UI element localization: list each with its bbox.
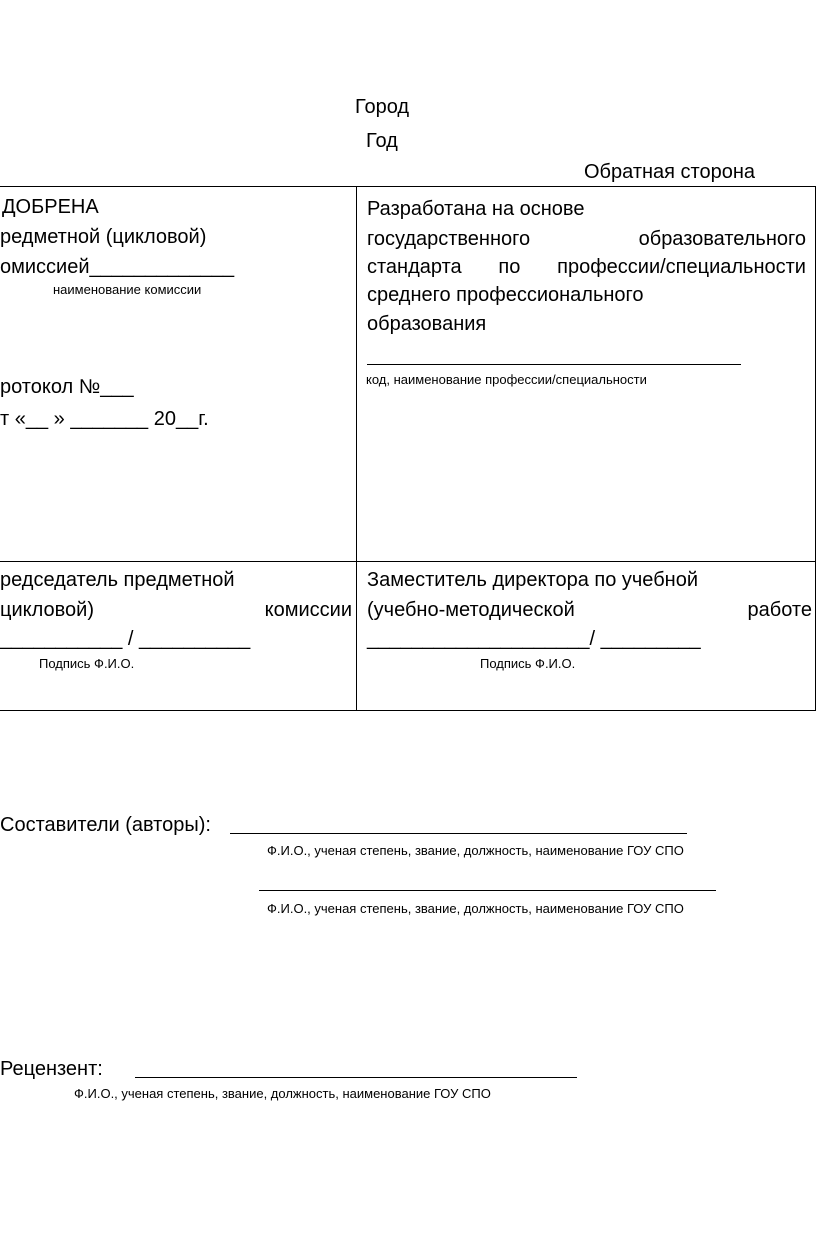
chair-title: редседатель предметной bbox=[0, 569, 235, 591]
deputy-word: работе bbox=[747, 599, 812, 621]
chair-line-2 bbox=[0, 597, 352, 623]
chair-signature-line: ___________ / __________ bbox=[0, 628, 251, 650]
basis-line-5: образования bbox=[367, 313, 487, 335]
basis-word: по bbox=[498, 256, 521, 278]
authors-caption-2: Ф.И.О., ученая степень, звание, должность, наименование ГОУ СПО bbox=[267, 901, 684, 916]
chair-word: цикловой) bbox=[0, 599, 94, 621]
deputy-signature-line: ____________________/ _________ bbox=[367, 628, 701, 650]
basis-word: образовательного bbox=[638, 228, 806, 250]
chair-word: комиссии bbox=[264, 599, 352, 621]
protocol-date: т «__ » _______ 20__г. bbox=[0, 408, 209, 430]
deputy-word: (учебно-методической bbox=[367, 599, 575, 621]
side-label: Обратная сторона bbox=[584, 161, 756, 183]
approved-caption: наименование комиссии bbox=[53, 282, 202, 297]
approved-commission-name: омиссией_____________ bbox=[0, 256, 235, 278]
approved-commission-line: редметной (цикловой) bbox=[0, 226, 207, 248]
reviewer-label: Рецензент: bbox=[0, 1058, 103, 1080]
authors-underline-1 bbox=[230, 833, 687, 834]
basis-word: государственного bbox=[367, 228, 531, 250]
deputy-caption: Подпись Ф.И.О. bbox=[480, 656, 576, 671]
basis-word: стандарта bbox=[367, 256, 462, 278]
authors-underline-2 bbox=[259, 890, 716, 891]
table-top-border bbox=[0, 186, 816, 187]
basis-line-2 bbox=[367, 226, 806, 252]
profession-underline bbox=[367, 364, 741, 365]
reviewer-caption: Ф.И.О., ученая степень, звание, должность, наименование ГОУ СПО bbox=[74, 1086, 491, 1101]
authors-label: Составители (авторы): bbox=[0, 814, 211, 836]
deputy-line-2 bbox=[367, 597, 812, 623]
deputy-title: Заместитель директора по учебной bbox=[367, 569, 698, 591]
basis-line-4: среднего профессионального bbox=[367, 284, 644, 306]
authors-caption-1: Ф.И.О., ученая степень, звание, должность, наименование ГОУ СПО bbox=[267, 843, 684, 858]
protocol-number: ротокол №___ bbox=[0, 376, 134, 398]
table-middle-border bbox=[0, 561, 816, 562]
year-label: Год bbox=[366, 130, 398, 152]
basis-line-3 bbox=[367, 254, 806, 280]
table-bottom-border bbox=[0, 710, 816, 711]
reviewer-underline bbox=[135, 1077, 577, 1078]
chair-caption: Подпись Ф.И.О. bbox=[39, 656, 135, 671]
profession-caption: код, наименование профессии/специальности bbox=[366, 372, 647, 387]
basis-word: профессии/специальности bbox=[557, 256, 806, 278]
city-label: Город bbox=[355, 96, 410, 118]
table-center-divider bbox=[356, 186, 357, 711]
approved-title: ДОБРЕНА bbox=[2, 196, 99, 218]
basis-line-1: Разработана на основе bbox=[367, 198, 585, 220]
